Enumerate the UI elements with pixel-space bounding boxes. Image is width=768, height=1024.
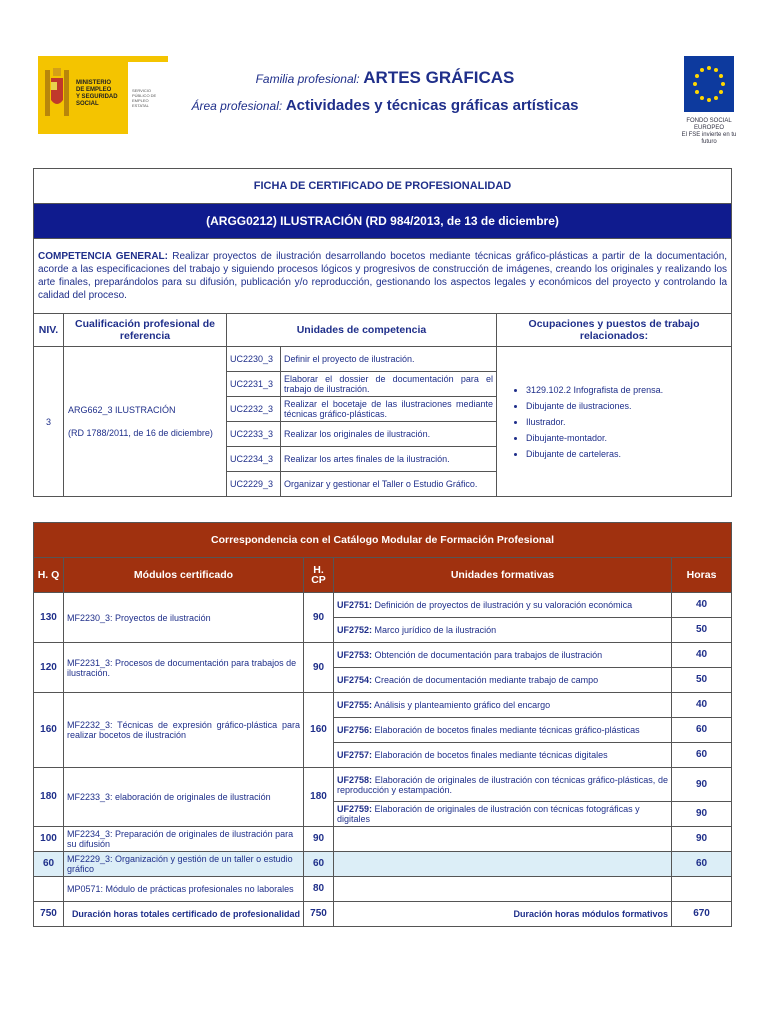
- table-row: UF2757: Elaboración de bocetos finales mediante técnicas digitales 60: [34, 743, 732, 768]
- certificado-title: (ARGG0212) ILUSTRACIÓN (RD 984/2013, de 13 de diciembre): [34, 204, 732, 239]
- uc-desc: Realizar los originales de ilustración.: [281, 422, 497, 447]
- ocupacion-item: • Dibujante de ilustraciones.: [526, 398, 728, 414]
- uc-desc: Realizar el bocetaje de las ilustraciones mediante técnicas gráfico-plásticas.: [281, 397, 497, 422]
- table-row: MP0571: Módulo de prácticas profesionales no laborales 80: [34, 877, 732, 902]
- uf-cell: UF2756: Elaboración de bocetos finales mediante técnicas gráfico-plásticas: [334, 718, 672, 743]
- uc-desc: Definir el proyecto de ilustración.: [281, 347, 497, 372]
- table-row: 180 MF2233_3: elaboración de originales de ilustración 180 UF2758: Elaboración de originales de ilustración con técnicas gráfico-plásticas, de reproducción y estampación. 90: [34, 768, 732, 802]
- eu-text: FONDO SOCIAL EUROPEO El FSE invierte en tu futuro: [681, 118, 737, 145]
- sepe-text: SERVICIO PÚBLICO DE EMPLEO ESTATAL: [132, 88, 157, 108]
- col-hq: H. Q: [34, 558, 64, 593]
- catalogo-title: Correspondencia con el Catálogo Modular de Formación Profesional: [34, 523, 732, 558]
- uc-code: UC2231_3: [227, 372, 281, 397]
- ficha-table: [33, 168, 732, 497]
- ministry-logo: [38, 56, 168, 134]
- table-row: 160 MF2232_3: Técnicas de expresión gráfico-plástica para realizar bocetos de ilustración 160 UF2755: Análisis y planteamiento gráfico del encargo 40: [34, 693, 732, 718]
- col-hcp: H. CP: [304, 558, 334, 593]
- cualificacion-cell: ARG662_3 ILUSTRACIÓN (RD 1788/2011, de 16 de diciembre): [64, 347, 227, 497]
- ocupacion-item: • Dibujante-montador.: [526, 430, 728, 446]
- uc-code: UC2234_3: [227, 447, 281, 472]
- page-header: [0, 0, 768, 160]
- module-name: MF2233_3: elaboración de originales de ilustración: [64, 768, 304, 827]
- uf-cell: UF2758: Elaboración de originales de ilustración con técnicas gráfico-plásticas, de reproducción y estampación.: [334, 768, 672, 802]
- area-value: Actividades y técnicas gráficas artísticas: [285, 97, 579, 114]
- table-row: UF2754: Creación de documentación mediante trabajo de campo 50: [34, 668, 732, 693]
- uc-desc: Realizar los artes finales de la ilustración.: [281, 447, 497, 472]
- total-uf-label: Duración horas módulos formativos: [334, 902, 672, 927]
- uc-code: UC2233_3: [227, 422, 281, 447]
- uf-cell: UF2753: Obtención de documentación para trabajos de ilustración: [334, 643, 672, 668]
- uc-code: UC2230_3: [227, 347, 281, 372]
- nivel-value: 3: [34, 347, 64, 497]
- col-modulos: Módulos certificado: [64, 558, 304, 593]
- col-niv: NIV.: [34, 314, 64, 347]
- table-row: UF2752: Marco jurídico de la ilustración 50: [34, 618, 732, 643]
- uf-cell: UF2752: Marco jurídico de la ilustración: [334, 618, 672, 643]
- col-cualificacion: Cualificación profesional de referencia: [64, 314, 227, 347]
- col-ocupaciones: Ocupaciones y puestos de trabajo relacionados:: [497, 314, 732, 347]
- ministry-text: MINISTERIO DE EMPLEO Y SEGURIDAD SOCIAL: [76, 80, 118, 107]
- page-title: Familia profesional: ARTES GRÁFICAS Área profesional: Actividades y técnicas gráficas artísticas: [191, 68, 579, 114]
- table-row: 120 MF2231_3: Procesos de documentación para trabajos de ilustración. 90 UF2753: Obtención de documentación para trabajos de ilustración 40: [34, 643, 732, 668]
- ocupacion-item: • 3129.102.2 Infografista de prensa.: [526, 382, 728, 398]
- uf-cell: UF2751: Definición de proyectos de ilustración y su valoración económica: [334, 593, 672, 618]
- coat-of-arms-icon: [42, 62, 72, 128]
- table-row: UF2759: Elaboración de originales de ilustración con técnicas fotográficas y digitales 90: [34, 802, 732, 827]
- module-name: MF2229_3: Organización y gestión de un taller o estudio gráfico: [64, 852, 304, 877]
- eu-logo: [677, 52, 741, 145]
- uc-code: UC2232_3: [227, 397, 281, 422]
- table-row: 130 MF2230_3: Proyectos de ilustración 90 UF2751: Definición de proyectos de ilustración y su valoración económica 40: [34, 593, 732, 618]
- ficha-title: FICHA DE CERTIFICADO DE PROFESIONALIDAD: [34, 169, 732, 204]
- uc-code: UC2229_3: [227, 472, 281, 497]
- familia-value: ARTES GRÁFICAS: [363, 68, 515, 87]
- ocupaciones-cell: [497, 347, 732, 497]
- uf-cell: UF2757: Elaboración de bocetos finales mediante técnicas digitales: [334, 743, 672, 768]
- uc-desc: Elaborar el dossier de documentación para el trabajo de ilustración.: [281, 372, 497, 397]
- catalogo-table: [33, 522, 732, 927]
- module-name: MF2230_3: Proyectos de ilustración: [64, 593, 304, 643]
- uf-cell: UF2759: Elaboración de originales de ilustración con técnicas fotográficas y digitales: [334, 802, 672, 827]
- module-name: MF2232_3: Técnicas de expresión gráfico-plástica para realizar bocetos de ilustración: [64, 693, 304, 768]
- competencia-general: COMPETENCIA GENERAL: Realizar proyectos de ilustración desarrollando bocetos mediante técnicas gráfico-plásticas a partir de la documentación, acorde a las especificaciones del trabajo y siguiendo procesos lógicos y progresivos de construcción de imágenes, creando los originales y realizando los arte finales, preparándolos para su difusión, publicación y/o reproducción, gestionando los aspectos legales y económicos del proyecto y controlando la calidad del proceso.: [34, 239, 732, 314]
- total-label: Duración horas totales certificado de profesionalidad: [64, 902, 304, 927]
- col-horas: Horas: [672, 558, 732, 593]
- col-unidades: Unidades de competencia: [227, 314, 497, 347]
- table-row: 100 MF2234_3: Preparación de originales de ilustración para su difusión 90 90: [34, 827, 732, 852]
- table-row: UF2756: Elaboración de bocetos finales mediante técnicas gráfico-plásticas 60: [34, 718, 732, 743]
- module-name: MP0571: Módulo de prácticas profesionales no laborales: [64, 877, 304, 902]
- table-row: 60 MF2229_3: Organización y gestión de un taller o estudio gráfico 60 60: [34, 852, 732, 877]
- ocupacion-item: • Dibujante de carteleras.: [526, 446, 728, 462]
- eu-flag-icon: [684, 56, 734, 112]
- module-name: MF2231_3: Procesos de documentación para trabajos de ilustración.: [64, 643, 304, 693]
- uc-desc: Organizar y gestionar el Taller o Estudio Gráfico.: [281, 472, 497, 497]
- uf-cell: UF2755: Análisis y planteamiento gráfico del encargo: [334, 693, 672, 718]
- uf-cell: UF2754: Creación de documentación mediante trabajo de campo: [334, 668, 672, 693]
- col-uf: Unidades formativas: [334, 558, 672, 593]
- totals-row: 750 Duración horas totales certificado de profesionalidad 750 Duración horas módulos formativos 670: [34, 902, 732, 927]
- module-name: MF2234_3: Preparación de originales de ilustración para su difusión: [64, 827, 304, 852]
- ocupacion-item: • Ilustrador.: [526, 414, 728, 430]
